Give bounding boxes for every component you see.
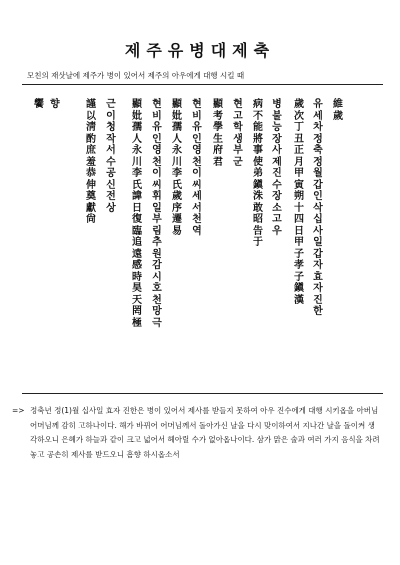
column-char: 자 [313, 260, 323, 271]
column-char: 이 [152, 168, 162, 179]
column-char: 日 [132, 202, 142, 214]
column-char: 군 [233, 156, 243, 168]
column-char: 昊 [132, 283, 142, 294]
column-char: 갑 [313, 248, 323, 260]
column-char: 永 [172, 145, 182, 156]
column-char: 庶 [86, 145, 96, 156]
column-char: 수 [272, 179, 282, 191]
column-char: 림 [152, 225, 162, 237]
column-char: 십 [313, 214, 323, 225]
vertical-column [104, 99, 118, 214]
column-char: 永 [132, 145, 142, 156]
column-char: 獻 [86, 202, 96, 214]
column-char: 事 [253, 145, 263, 156]
column-char: 易 [172, 225, 182, 237]
column-char: 極 [132, 317, 142, 329]
column-char: 차 [313, 122, 323, 133]
column-char: 時 [132, 271, 142, 283]
column-char: 호 [152, 283, 162, 294]
column-char: 신 [106, 179, 116, 191]
column-char: 羞 [86, 156, 96, 168]
column-char: 천 [192, 156, 202, 168]
column-char: 씨 [192, 179, 202, 191]
column-char: 천 [152, 294, 162, 306]
column-char: 전 [106, 191, 116, 202]
column-char: 告 [253, 225, 263, 237]
column-char: 昭 [253, 214, 263, 225]
column-char: 비 [192, 110, 202, 122]
column-char: 于 [253, 237, 263, 248]
column-char: 작 [106, 133, 116, 145]
column-char: 丑 [294, 133, 304, 145]
column-char: 寅 [294, 179, 304, 191]
column-char: 將 [253, 133, 263, 145]
column-char: 人 [132, 133, 142, 145]
column-char: 甲 [294, 168, 304, 179]
ritual-text-panel [22, 84, 383, 394]
vertical-column [331, 99, 345, 122]
column-char: 四 [294, 214, 304, 225]
column-char: 현 [152, 99, 162, 110]
column-char: 진 [272, 168, 282, 179]
column-char: 維 [333, 99, 343, 110]
column-char: 장 [272, 191, 282, 202]
column-char: 영 [152, 145, 162, 156]
column-char: 휘 [152, 191, 162, 202]
vertical-column [231, 99, 245, 168]
column-char: 伸 [86, 179, 96, 191]
column-char: 歲 [294, 99, 304, 110]
column-char: 정 [313, 133, 323, 145]
column-char: 十 [294, 202, 304, 214]
column-char: 妣 [132, 110, 142, 122]
column-char: 진 [313, 294, 323, 306]
column-char: 근 [106, 99, 116, 110]
column-char: 氏 [132, 179, 142, 191]
column-char: 孺 [172, 122, 182, 133]
column-char: 敢 [253, 202, 263, 214]
column-char: 甲 [294, 237, 304, 248]
vertical-column [311, 99, 325, 318]
column-char: 장 [272, 133, 282, 145]
column-char: 효 [313, 271, 323, 283]
vertical-column [270, 99, 284, 237]
column-char: 使 [253, 156, 263, 168]
column-char: 망 [152, 306, 162, 317]
column-char: 정 [313, 156, 323, 168]
column-char: 부 [152, 214, 162, 225]
column-char: 이 [192, 168, 202, 179]
column-char: 극 [152, 317, 162, 329]
column-char: 不 [253, 110, 263, 122]
column-char: 川 [172, 156, 182, 168]
column-char: 시 [152, 271, 162, 283]
column-char: 한 [313, 306, 323, 317]
column-char: 인 [152, 133, 162, 145]
column-char: 추 [152, 237, 162, 248]
translation-text: 정축년 정(1)월 십사일 효자 진한은 병이 있어서 제사를 받들지 못하여 아우 진수에게 대행 시키옵을 아버님 어머님께 감히 고하나이다. 해가 바뀌어 어머님께서 돌아가신 날을 다시 맞이하여서 지나간 날을 돌이켜 생각하오니 은혜가 하늘과 같이 크고 넓어서 헤아릴 수가 없아옵나이다. 삼가 맑은 술과 여러 가지 음식을 차려놓고 공손히 제사를 받드오니 흠향 하시옵소서 [30, 406, 380, 459]
column-char: 子 [294, 248, 304, 260]
column-char: 洙 [253, 191, 263, 202]
column-char: 유 [152, 122, 162, 133]
column-char: 능 [272, 122, 282, 133]
column-char: 顯 [172, 99, 182, 110]
vertical-column [251, 99, 265, 249]
column-char: 고 [272, 214, 282, 225]
page-title: 제주유병대제축 [124, 41, 276, 60]
column-char: 臨 [132, 225, 142, 237]
column-char: 향 [50, 99, 60, 110]
column-char: 月 [294, 156, 304, 168]
column-char: 饗 [34, 99, 44, 110]
column-char: 사 [313, 225, 323, 237]
column-char: 天 [132, 294, 142, 306]
column-char: 日 [294, 225, 304, 237]
column-char: 우 [272, 225, 282, 237]
column-char: 천 [152, 156, 162, 168]
column-char: 人 [172, 133, 182, 145]
column-char: 鎭 [294, 283, 304, 294]
column-char: 朔 [294, 191, 304, 202]
column-char: 씨 [152, 179, 162, 191]
column-char: 君 [213, 156, 223, 168]
column-char: 尙 [86, 214, 96, 225]
column-char: 顯 [213, 99, 223, 110]
column-char: 현 [233, 99, 243, 110]
column-char: 소 [272, 202, 282, 214]
column-char: 세 [313, 110, 323, 122]
column-char: 고 [233, 110, 243, 122]
column-char: 청 [106, 122, 116, 133]
column-char: 謹 [86, 99, 96, 110]
column-char: 병 [272, 99, 282, 110]
vertical-column [170, 99, 184, 237]
subtitle: 모친의 재삿날에 제주가 병이 있어서 제주의 아우에게 대행 시킬 때 [27, 71, 245, 80]
column-char: 遠 [132, 248, 142, 260]
column-char: 妣 [172, 110, 182, 122]
column-char: 追 [132, 237, 142, 248]
column-char: 축 [313, 145, 323, 156]
column-char: 상 [106, 202, 116, 214]
column-char: 府 [213, 145, 223, 156]
vertical-column [150, 99, 164, 329]
vertical-column [84, 99, 98, 226]
column-char: 川 [132, 156, 142, 168]
vertical-column [211, 99, 225, 168]
column-char: 유 [192, 122, 202, 133]
column-char: 歲 [172, 191, 182, 202]
column-char: 원 [152, 248, 162, 260]
column-char: 생 [233, 133, 243, 145]
column-char: 感 [132, 260, 142, 271]
column-char: 인 [192, 133, 202, 145]
column-char: 서 [192, 202, 202, 214]
column-char: 역 [192, 225, 202, 237]
column-char: 能 [253, 122, 263, 133]
column-char: 일 [152, 202, 162, 214]
column-char: 감 [152, 260, 162, 271]
column-char: 病 [253, 99, 263, 110]
column-char: 歲 [333, 110, 343, 122]
vertical-column [190, 99, 204, 237]
column-char: 氏 [172, 179, 182, 191]
column-char: 以 [86, 110, 96, 122]
column-char: 諱 [132, 191, 142, 202]
column-char: 孺 [132, 122, 142, 133]
column-char: 淸 [86, 122, 96, 133]
column-char: 천 [192, 214, 202, 225]
column-char: 奠 [86, 191, 96, 202]
column-char: 학 [233, 122, 243, 133]
column-char: 공 [106, 168, 116, 179]
column-char: 遷 [172, 214, 182, 225]
column-char: 復 [132, 214, 142, 225]
column-char: 월 [313, 168, 323, 179]
column-char: 罔 [132, 306, 142, 317]
column-char: 제 [272, 156, 282, 168]
column-char: 사 [272, 145, 282, 156]
column-char: 비 [152, 110, 162, 122]
column-char: 學 [213, 122, 223, 133]
column-char: 弟 [253, 168, 263, 179]
translation-note [12, 404, 382, 462]
column-char: 삭 [313, 202, 323, 214]
column-char: 酌 [86, 133, 96, 145]
column-char: 영 [192, 145, 202, 156]
column-char: 자 [313, 283, 323, 294]
column-char: 孝 [294, 260, 304, 271]
column-char: 序 [172, 202, 182, 214]
column-char: 일 [313, 237, 323, 248]
vertical-column [34, 99, 62, 111]
column-char: 漢 [294, 294, 304, 306]
column-char: 인 [313, 191, 323, 202]
column-char: 恭 [86, 168, 96, 179]
column-char: 考 [213, 110, 223, 122]
arrow-marker: => [12, 406, 25, 415]
column-char: 유 [313, 99, 323, 110]
column-char: 이 [106, 110, 116, 122]
column-char: 丁 [294, 122, 304, 133]
column-char: 李 [132, 168, 142, 179]
vertical-column [292, 99, 306, 306]
column-char: 李 [172, 168, 182, 179]
column-char: 수 [106, 156, 116, 168]
column-char: 부 [233, 145, 243, 156]
column-char: 正 [294, 145, 304, 156]
column-char: 顯 [132, 99, 142, 110]
column-char: 次 [294, 110, 304, 122]
column-char: 서 [106, 145, 116, 156]
column-char: 生 [213, 133, 223, 145]
vertical-column [130, 99, 144, 329]
column-char: 갑 [313, 179, 323, 191]
column-char: 子 [294, 271, 304, 283]
column-char: 鎭 [253, 179, 263, 191]
column-char: 현 [192, 99, 202, 110]
column-char: 불 [272, 110, 282, 122]
column-char: 세 [192, 191, 202, 202]
